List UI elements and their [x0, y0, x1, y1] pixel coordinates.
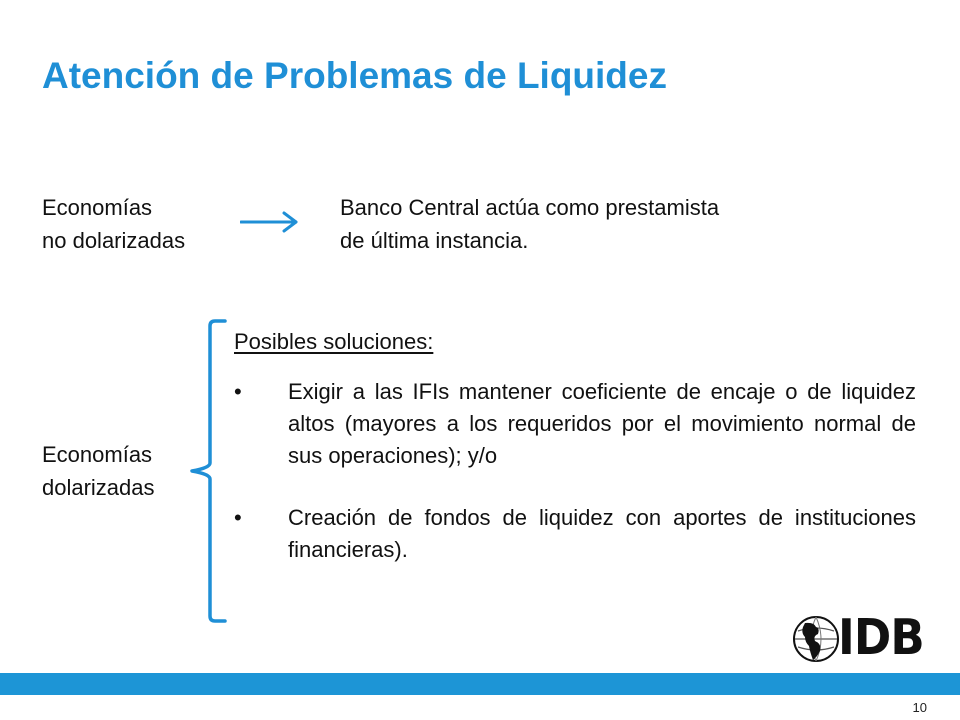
solution-item — [234, 502, 916, 566]
bullet-icon: • — [234, 505, 242, 530]
solution-text: Creación de fondos de liquidez con aportes de instituciones financieras). — [288, 505, 916, 562]
bullet-icon: • — [234, 379, 242, 404]
description-line: Banco Central actúa como prestamista — [340, 195, 720, 220]
dollarized-economies-label — [42, 438, 212, 504]
footer-band — [0, 673, 960, 695]
label-line: Economías — [42, 442, 153, 467]
globe-icon — [792, 615, 840, 663]
slide-title: Atención de Problemas de Liquidez — [42, 55, 667, 96]
label-line: dolarizadas — [42, 475, 155, 500]
right-arrow-icon — [240, 210, 300, 234]
idb-logo-text: IDB — [838, 609, 924, 666]
label-line: Economías — [42, 195, 153, 220]
solution-item — [234, 376, 916, 472]
idb-logo — [792, 610, 932, 666]
description-line: de última instancia. — [340, 228, 529, 253]
label-line: no dolarizadas — [42, 228, 186, 253]
solution-list — [234, 376, 916, 566]
solution-text: Exigir a las IFIs mantener coeficiente de encaje o de liquidez altos (mayores a los requeridos por el movimiento normal de sus operaciones); y/o — [288, 379, 916, 468]
curly-brace-icon — [188, 318, 228, 624]
possible-solutions-heading: Posibles soluciones: — [234, 329, 434, 354]
non-dollarized-economies-label — [42, 191, 232, 257]
central-bank-description — [340, 191, 880, 257]
page-number: 10 — [912, 700, 927, 715]
